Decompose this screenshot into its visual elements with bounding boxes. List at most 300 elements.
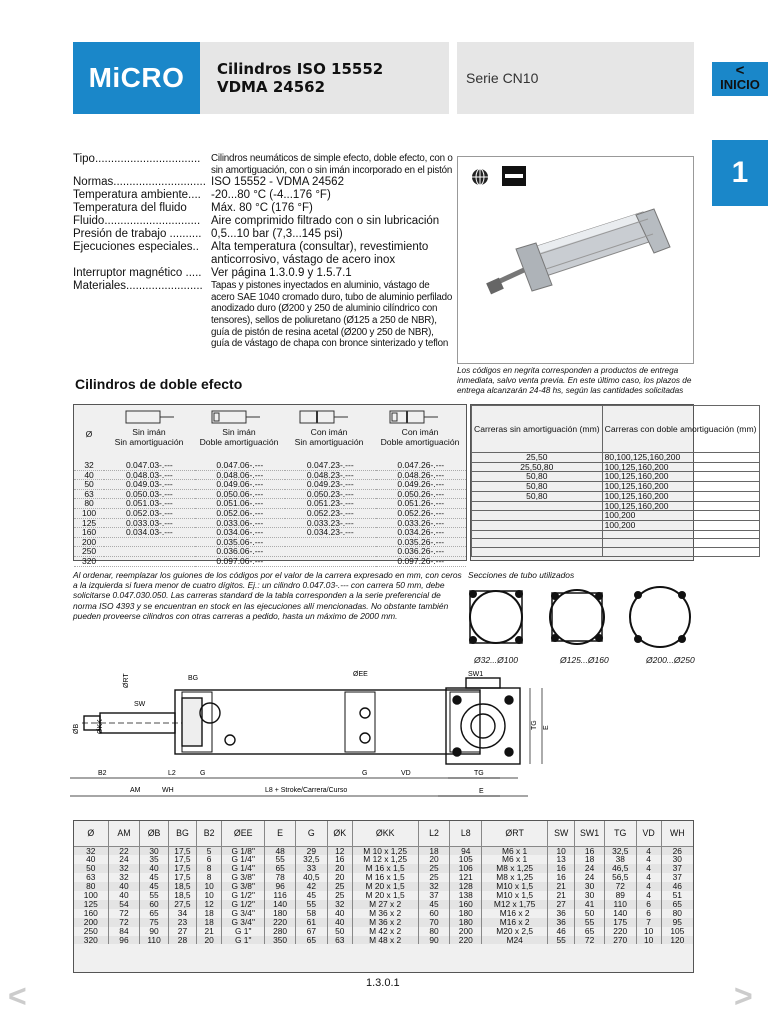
cell-value: 24 xyxy=(575,873,605,882)
spec-row xyxy=(73,267,453,280)
dim-vd: VD xyxy=(401,770,411,777)
cell-value: 96 xyxy=(265,882,296,891)
cell-value: 45 xyxy=(140,882,168,891)
cell-value: 60 xyxy=(140,900,168,909)
spec-label: Normas............................. xyxy=(73,176,206,189)
cell-value: 5 xyxy=(197,846,222,855)
column-header: L8 xyxy=(450,821,482,846)
cell-code: 0.048.06-.--- xyxy=(195,470,285,480)
ordering-note: Al ordenar, reemplazar los guiones de los códigos por el valor de la carrera expresado en mm, con ceros a la izquierda si fuera menor de cuatro dígitos. Ej.: un cilindro 0.047.03-.--- con carrera 50 mm, debe solicitarse 0.047.030.050. Las carreras standard de la tabla corresponden a la serie preferencial de norma ISO 4393 y se encuentran en stock en las ejecuciones allí mencionadas. No obstante también pueden proveerse cilindros con otras carreras a pedido, hasta un máximo de 2000 mm. xyxy=(73,570,462,621)
cell-value: 65 xyxy=(295,936,327,945)
cell-value: M6 x 1 xyxy=(482,855,548,864)
cell-value: 55 xyxy=(265,855,296,864)
cell-diameter: 100 xyxy=(83,890,98,901)
tube-section-small xyxy=(470,591,522,643)
column-header: TG xyxy=(604,821,636,846)
cell-value: 80 xyxy=(661,909,693,918)
cell-value: 29 xyxy=(295,846,327,855)
cell-code: 0.049.26-.--- xyxy=(376,480,467,490)
cell-value: 140 xyxy=(604,909,636,918)
cell-value: 32 xyxy=(418,882,450,891)
cell-value: 128 xyxy=(450,882,482,891)
cell-value: G 1/2" xyxy=(222,891,265,900)
cell-value: 22 xyxy=(108,846,140,855)
cell-diameter: 40 xyxy=(86,854,96,865)
cell-value: 30 xyxy=(575,882,605,891)
cell-value: 56,5 xyxy=(604,873,636,882)
cell-value: M 20 x 1,5 xyxy=(352,891,418,900)
cell-value: 60 xyxy=(418,909,450,918)
cell-stroke-cushioned: 100,200 xyxy=(602,520,759,530)
cell-value: 20 xyxy=(418,855,450,864)
column-header: WH xyxy=(661,821,693,846)
dim-wh: WH xyxy=(162,787,174,794)
column-header: ØKK xyxy=(352,821,418,846)
spec-value: Aire comprimido filtrado con o sin lubricación xyxy=(211,215,440,228)
cell-stroke-cushioned: 100,200 xyxy=(602,511,759,521)
section-title: Cilindros de doble efecto xyxy=(75,376,243,392)
dim-sw1: SW1 xyxy=(468,671,484,678)
stock-note: Los códigos en negrita corresponden a productos de entrega inmediata, salvo venta previa. En este último caso, los plazos de entrega alcanzarán 24-48 hs, según las cantidades solicitadas xyxy=(457,366,692,395)
dim-b2: B2 xyxy=(98,770,107,777)
cell-value: 55 xyxy=(575,918,605,927)
globe-badge-icon xyxy=(472,169,488,185)
table-row xyxy=(472,548,760,557)
cell-value: 116 xyxy=(265,891,296,900)
dim-bg: BG xyxy=(188,675,199,682)
spec-label: Tipo................................. xyxy=(73,153,201,165)
cell-value: 350 xyxy=(265,936,296,945)
spec-value: Máx. 80 °C (176 °F) xyxy=(211,202,313,215)
cell-value: 30 xyxy=(661,855,693,864)
dim-tg-bottom: TG xyxy=(474,770,484,777)
cell-value: 7 xyxy=(636,918,661,927)
spec-label: Temperatura ambiente.... xyxy=(73,189,201,202)
cell-value: 40 xyxy=(327,918,352,927)
cell-code: 0.049.06-.--- xyxy=(195,480,285,490)
table-row xyxy=(74,480,466,490)
cell-value: 32,5 xyxy=(295,855,327,864)
cell-value: 25 xyxy=(327,891,352,900)
cell-value: 32,5 xyxy=(604,846,636,855)
dimensions-table xyxy=(73,820,694,973)
cell-stroke-cushioned xyxy=(602,548,759,557)
cell-value: 34 xyxy=(168,909,196,918)
cell-value: 46,5 xyxy=(604,864,636,873)
cell-code: 0.034.06-.--- xyxy=(195,528,285,538)
cell-value: 37 xyxy=(661,864,693,873)
cell-code xyxy=(285,556,375,566)
cell-value: 20 xyxy=(197,936,222,945)
cell-value: 105 xyxy=(450,855,482,864)
spec-value: Ver página 1.3.0.9 y 1.5.7.1 xyxy=(211,267,352,280)
cell-value: 16 xyxy=(575,846,605,855)
cell-value: 200 xyxy=(450,927,482,936)
table-row xyxy=(472,530,760,539)
cell-value: 30 xyxy=(575,891,605,900)
cell-value: 45 xyxy=(418,900,450,909)
cell-value: 78 xyxy=(265,873,296,882)
spec-row xyxy=(73,176,453,189)
cell-value: 32 xyxy=(327,900,352,909)
spec-row xyxy=(73,202,453,215)
cell-diameter: 160 xyxy=(74,528,104,538)
cell-code: 0.033.23-.--- xyxy=(285,518,375,528)
t1-header-col3 xyxy=(284,427,374,447)
cell-code: 0.051.06-.--- xyxy=(195,499,285,509)
cell-value: 55 xyxy=(295,900,327,909)
cell-code: 0.050.23-.--- xyxy=(285,489,375,499)
cell-value: G 1" xyxy=(222,927,265,936)
dim-g-right: G xyxy=(362,770,368,777)
cell-code: 0.036.26-.--- xyxy=(376,547,467,557)
strokes-table xyxy=(470,404,757,561)
cell-value: 84 xyxy=(108,927,140,936)
cell-stroke-plain xyxy=(472,530,603,539)
cell-value: 40 xyxy=(140,864,168,873)
cell-value: 89 xyxy=(604,891,636,900)
cell-value: 58 xyxy=(295,909,327,918)
table-row xyxy=(472,482,760,492)
cell-value: 17,5 xyxy=(168,873,196,882)
cell-value: 21 xyxy=(197,927,222,936)
cell-value: 95 xyxy=(661,918,693,927)
cell-value: 6 xyxy=(636,900,661,909)
t1-header-col1 xyxy=(104,427,194,447)
cell-value: G 1/8" xyxy=(222,846,265,855)
cell-value: 21 xyxy=(548,891,575,900)
table-header-row xyxy=(472,406,760,453)
cell-value: 26 xyxy=(661,846,693,855)
cell-value: 10 xyxy=(197,882,222,891)
t1-h2a: Sin imán xyxy=(222,427,256,437)
cell-value: 27 xyxy=(548,900,575,909)
cell-value: 21 xyxy=(548,882,575,891)
cell-value: 6 xyxy=(197,855,222,864)
dim-l2: L2 xyxy=(168,770,176,777)
cell-value: 75 xyxy=(140,918,168,927)
cell-value: 220 xyxy=(450,936,482,945)
cell-value: G 3/8" xyxy=(222,882,265,891)
next-page-button[interactable]: > xyxy=(734,978,753,1014)
spec-row xyxy=(73,153,453,176)
cell-value: 12 xyxy=(327,846,352,855)
cell-code: 0.034.23-.--- xyxy=(285,528,375,538)
cell-stroke-plain: 25,50,80 xyxy=(472,462,603,472)
column-header: VD xyxy=(636,821,661,846)
t1-h3a: Con imán xyxy=(310,427,348,437)
t1-h4a: Con imán xyxy=(401,427,439,437)
cell-value: 10 xyxy=(197,891,222,900)
dim-kk: ØKK xyxy=(97,719,104,734)
cell-value: M8 x 1,25 xyxy=(482,873,548,882)
cell-value: M 16 x 1,5 xyxy=(352,873,418,882)
cell-diameter: 50 xyxy=(74,864,108,873)
cell-value: 24 xyxy=(575,864,605,873)
table-row xyxy=(74,508,466,518)
sections-title: Secciones de tubo utilizados xyxy=(468,570,575,580)
cell-value: 12 xyxy=(197,900,222,909)
dim-e-bottom: E xyxy=(479,788,484,795)
cell-value: 90 xyxy=(140,927,168,936)
cell-value: 46 xyxy=(548,927,575,936)
cell-value: 106 xyxy=(450,864,482,873)
cell-code: 0.051.03-.--- xyxy=(104,499,194,509)
cell-value: 10 xyxy=(548,846,575,855)
cell-value: 37 xyxy=(661,873,693,882)
cell-code: 0.034.26-.--- xyxy=(376,528,467,538)
product-title xyxy=(200,42,449,114)
inicio-button[interactable] xyxy=(712,62,768,96)
spec-value: Tapas y pistones inyectados en aluminio, vástago de acero SAE 1040 cromado duro, tubo de aluminio perfilado anodizado duro (Ø200 y 250 de aluminio cilíndrico con tensores), sellos de poliuretano (Ø125 a 250 de NBR), guía de pistón de resina acetal (Ø200 y 250 de NBR), guía de vástago de chapa con bronce sinterizado y teflon xyxy=(211,280,453,350)
cell-diameter: 50 xyxy=(74,480,104,490)
cell-diameter: 63 xyxy=(74,489,104,499)
prev-page-button[interactable]: < xyxy=(8,978,27,1014)
t3-body xyxy=(74,821,693,944)
cell-value: M 42 x 2 xyxy=(352,927,418,936)
cell-stroke-cushioned: 100,125,160,200 xyxy=(602,462,759,472)
cell-value: 25 xyxy=(418,873,450,882)
title-line-2: VDMA 24562 xyxy=(217,78,326,96)
cell-value: 8 xyxy=(197,864,222,873)
cell-code xyxy=(104,547,194,557)
cylinder-image xyxy=(486,209,670,294)
cell-value: 20 xyxy=(327,864,352,873)
t1-h2b: Doble amortiguación xyxy=(199,437,279,447)
cell-value: M10 x 1,5 xyxy=(482,891,548,900)
cell-code: 0.036.06-.--- xyxy=(195,547,285,557)
cell-value: 110 xyxy=(140,936,168,945)
cell-code: 0.052.06-.--- xyxy=(195,508,285,518)
cell-value: 32 xyxy=(108,873,140,882)
cell-stroke-plain xyxy=(472,501,603,511)
cell-diameter: 320 xyxy=(74,936,108,945)
cell-value: 24 xyxy=(108,855,140,864)
column-header: B2 xyxy=(197,821,222,846)
dim-am: AM xyxy=(130,787,141,794)
cell-diameter: 200 xyxy=(74,918,108,927)
cell-stroke-cushioned: 80,100,125,160,200 xyxy=(602,453,759,463)
cell-value: 17,5 xyxy=(168,864,196,873)
cell-code: 0.033.06-.--- xyxy=(195,518,285,528)
t1-header-col2 xyxy=(194,427,284,447)
column-header: ØRT xyxy=(482,821,548,846)
cell-value: 18,5 xyxy=(168,891,196,900)
cell-value: 27 xyxy=(168,927,196,936)
cell-stroke-plain xyxy=(472,548,603,557)
spec-label: Ejecuciones especiales.. xyxy=(73,241,199,254)
spec-value: Cilindros neumáticos de simple efecto, doble efecto, con o sin amortiguación, con o sin imán incorporado en el pistón xyxy=(211,153,453,176)
cell-value: 42 xyxy=(295,882,327,891)
cell-value: 65 xyxy=(575,927,605,936)
cell-code: 0.047.06-.--- xyxy=(195,461,285,470)
cell-stroke-plain xyxy=(472,511,603,521)
cell-value: 4 xyxy=(636,846,661,855)
cell-value: 65 xyxy=(661,900,693,909)
spec-value: -20...80 °C (-4...176 °F) xyxy=(211,189,331,202)
brand-logo xyxy=(73,42,200,114)
product-photo xyxy=(457,156,694,364)
column-header: G xyxy=(295,821,327,846)
spec-label: Interruptor magnético ..... xyxy=(73,267,202,280)
inicio-label: INICIO xyxy=(720,77,760,92)
spec-row xyxy=(73,228,453,241)
cell-diameter: 250 xyxy=(83,925,98,936)
cell-value: 30 xyxy=(140,846,168,855)
cell-code: 0.035.26-.--- xyxy=(376,537,467,547)
cell-diameter: 125 xyxy=(74,518,104,528)
codes-table xyxy=(73,404,467,566)
cell-value: M6 x 1 xyxy=(482,846,548,855)
cell-value: M10 x 1,5 xyxy=(482,882,548,891)
cell-value: M 27 x 2 xyxy=(352,900,418,909)
column-header: Ø xyxy=(74,821,108,846)
cell-value: 37 xyxy=(418,891,450,900)
cell-value: 17,5 xyxy=(168,846,196,855)
cell-code: 0.050.03-.--- xyxy=(104,489,194,499)
cell-diameter: 80 xyxy=(74,882,108,891)
cell-value: 50 xyxy=(327,927,352,936)
cell-diameter: 100 xyxy=(74,508,104,518)
t1-h1a: Sin imán xyxy=(132,427,166,437)
chapter-tab[interactable] xyxy=(712,140,768,206)
cell-value: 38 xyxy=(604,855,636,864)
cell-value: G 1" xyxy=(222,936,265,945)
cell-value: 46 xyxy=(661,882,693,891)
cell-stroke-plain: 50,80 xyxy=(472,472,603,482)
cell-code: 0.050.06-.--- xyxy=(195,489,285,499)
tube-section-medium xyxy=(550,590,604,644)
t1-header-diam: Ø xyxy=(85,429,93,439)
cell-value: G 1/2" xyxy=(222,900,265,909)
cell-value: 41 xyxy=(575,900,605,909)
cell-code: 0.047.26-.--- xyxy=(376,461,467,470)
cell-value: 54 xyxy=(108,900,140,909)
cell-value: 138 xyxy=(450,891,482,900)
series-text: Serie CN10 xyxy=(466,70,539,86)
spec-row xyxy=(73,280,453,350)
cell-value: M 20 x 1,5 xyxy=(352,882,418,891)
cell-value: M12 x 1,75 xyxy=(482,900,548,909)
t1-h1b: Sin amortiguación xyxy=(114,437,184,447)
cell-value: 48 xyxy=(265,846,296,855)
cell-value: 40 xyxy=(108,891,140,900)
cell-value: 94 xyxy=(450,846,482,855)
column-header: ØK xyxy=(327,821,352,846)
cell-code: 0.051.23-.--- xyxy=(285,499,375,509)
t1-header-col4 xyxy=(374,427,466,447)
cell-diameter: 32 xyxy=(74,846,108,855)
cell-value: 40,5 xyxy=(295,873,327,882)
dim-b: ØB xyxy=(73,723,80,734)
cell-stroke-cushioned: 100,125,160,200 xyxy=(602,482,759,492)
series-label xyxy=(457,42,694,114)
cell-value: 40 xyxy=(327,909,352,918)
table-row xyxy=(472,539,760,548)
spec-value: 0,5...10 bar (7,3...145 psi) xyxy=(211,228,343,241)
tube-section-large xyxy=(630,587,690,647)
t1-h4b: Doble amortiguación xyxy=(380,437,460,447)
spec-row xyxy=(73,189,453,202)
cell-code: 0.035.06-.--- xyxy=(195,537,285,547)
cell-value: 4 xyxy=(636,882,661,891)
cell-code: 0.048.23-.--- xyxy=(285,470,375,480)
table-row xyxy=(74,556,466,566)
cell-value: 180 xyxy=(450,909,482,918)
cell-value: 6 xyxy=(636,909,661,918)
cell-code: 0.049.03-.--- xyxy=(104,480,194,490)
spec-value: Alta temperatura (consultar), revestimiento anticorrosivo, vástago de acero inox xyxy=(211,241,429,267)
cell-value: 280 xyxy=(265,927,296,936)
cell-code: 0.048.03-.--- xyxy=(104,470,194,480)
cell-value: 63 xyxy=(327,936,352,945)
cell-value: 51 xyxy=(661,891,693,900)
cell-value: M 16 x 1,5 xyxy=(352,864,418,873)
cell-diameter: 160 xyxy=(83,907,98,918)
cell-value: 16 xyxy=(327,855,352,864)
t1-h3b: Sin amortiguación xyxy=(294,437,364,447)
cell-stroke-cushioned: 100,125,160,200 xyxy=(602,501,759,511)
cell-value: 105 xyxy=(661,927,693,936)
cell-value: 20 xyxy=(327,873,352,882)
cell-value: 25 xyxy=(418,864,450,873)
cell-value: 18 xyxy=(197,918,222,927)
cell-value: 4 xyxy=(636,855,661,864)
cell-value: 120 xyxy=(661,936,693,945)
tube-sections-drawing xyxy=(460,583,700,653)
cell-stroke-plain: 50,80 xyxy=(472,482,603,492)
cell-stroke-cushioned: 100,125,160,200 xyxy=(602,491,759,501)
cell-value: 70 xyxy=(418,918,450,927)
cell-value: 72 xyxy=(604,882,636,891)
cell-code: 0.034.03-.--- xyxy=(104,528,194,538)
cell-value: M8 x 1,25 xyxy=(482,864,548,873)
cell-value: 18 xyxy=(418,846,450,855)
table-header-row xyxy=(74,821,693,846)
cell-value: G 3/4" xyxy=(222,909,265,918)
cell-stroke-plain xyxy=(472,520,603,530)
table-row xyxy=(74,528,466,538)
cell-diameter: 320 xyxy=(74,556,104,566)
cell-value: G 1/4" xyxy=(222,864,265,873)
column-header: BG xyxy=(168,821,196,846)
dim-ee: ØEE xyxy=(353,671,368,678)
cell-code: 0.033.26-.--- xyxy=(376,518,467,528)
column-header: Carreras con doble amortiguación (mm) xyxy=(602,406,759,453)
cell-value: M 36 x 2 xyxy=(352,918,418,927)
cell-value: 61 xyxy=(295,918,327,927)
cell-value: 32 xyxy=(108,864,140,873)
cell-code xyxy=(285,547,375,557)
cell-diameter: 200 xyxy=(74,537,104,547)
table-row xyxy=(74,936,693,945)
dim-tg-side: TG xyxy=(531,720,538,730)
spec-label: Presión de trabajo .......... xyxy=(73,228,202,241)
cell-value: 72 xyxy=(575,936,605,945)
technical-drawing-side xyxy=(70,668,500,808)
cell-value: 55 xyxy=(140,891,168,900)
cell-value: 18 xyxy=(197,909,222,918)
column-header: E xyxy=(265,821,296,846)
cell-code xyxy=(104,556,194,566)
cell-value: 40 xyxy=(108,882,140,891)
column-header: Carreras sin amortiguación (mm) xyxy=(472,406,603,453)
cert-badge-icon xyxy=(502,166,526,186)
cell-value: 36 xyxy=(548,909,575,918)
cell-stroke-plain xyxy=(472,539,603,548)
cell-value: 180 xyxy=(265,909,296,918)
cell-value: M 48 x 2 xyxy=(352,936,418,945)
